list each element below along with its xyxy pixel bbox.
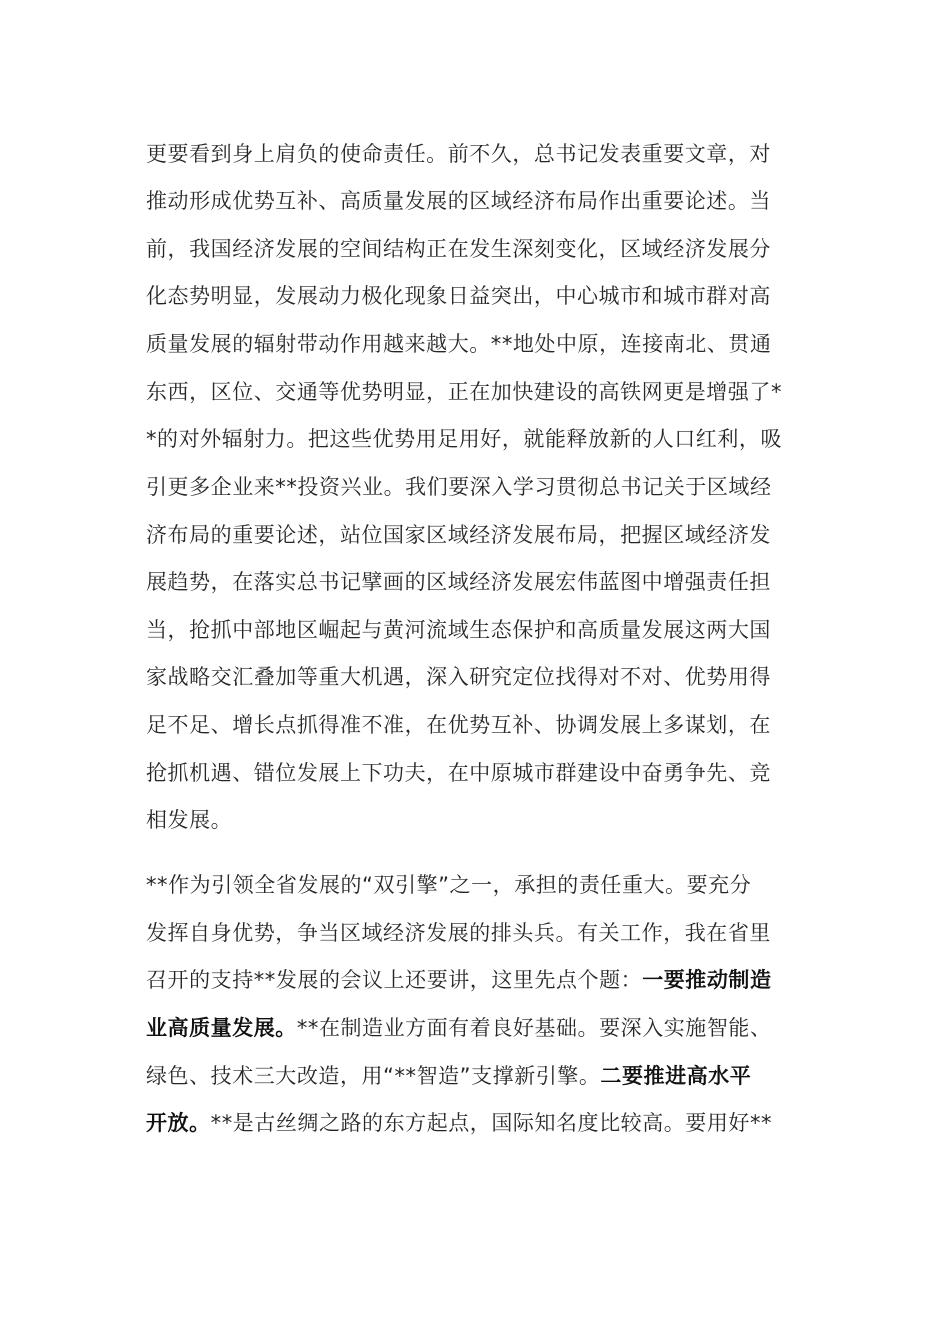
text-run: 绿色、技术三大改造，用“**智造”支撑新引擎。 [146,1064,601,1088]
bold-text-run: 开放。 [146,1111,211,1135]
paragraph-line-mixed [146,963,808,997]
paragraph-line: 引更多企业来**投资兴业。我们要深入学习贯彻总书记关于区域经 [146,475,772,499]
paragraph-line-mixed [146,1106,808,1140]
paragraph-line: 家战略交汇叠加等重大机遇，深入研究定位找得对不对、优势用得 [146,665,771,689]
text-run: **在制造业方面有着良好基础。要深入实施智能、 [296,1016,772,1040]
paragraph-line: 展趋势，在落实总书记擘画的区域经济发展宏伟蓝图中增强责任担 [146,570,771,594]
paragraph-line: 发挥自身优势，争当区域经济发展的排头兵。有关工作，我在省里 [146,921,771,945]
bold-text-run: 一要推动制造 [642,968,772,992]
paragraph-line: 足不足、增长点抓得准不准，在优势互补、协调发展上多谋划，在 [146,713,771,737]
paragraph-line: 更要看到身上肩负的使命责任。前不久，总书记发表重要文章，对 [146,142,771,166]
paragraph-line: 东西，区位、交通等优势明显，正在加快建设的高铁网更是增强了* [146,380,782,404]
paragraph-line-mixed [146,1059,808,1093]
paragraph-line-mixed [146,1011,808,1045]
paragraph-line: 前，我国经济发展的空间结构正在发生深刻变化，区域经济发展分 [146,237,771,261]
paragraph-line: 推动形成优势互补、高质量发展的区域经济布局作出重要论述。当 [146,189,771,213]
paragraph-line: **作为引领全省发展的“双引擎”之一，承担的责任重大。要充分 [146,873,752,897]
paragraph-line: *的对外辐射力。把这些优势用足用好，就能释放新的人口红利，吸 [146,427,782,451]
paragraph-line: 当，抢抓中部地区崛起与黄河流域生态保护和高质量发展这两大国 [146,618,771,642]
paragraph-line: 济布局的重要论述，站位国家区域经济发展布局，把握区域经济发 [146,523,771,547]
paragraph-line: 质量发展的辐射带动作用越来越大。**地处中原，连接南北、贯通 [146,332,772,356]
text-run: 召开的支持**发展的会议上还要讲，这里先点个题： [146,968,643,992]
paragraph-line: 抢抓机遇、错位发展上下功夫，在中原城市群建设中奋勇争先、竞 [146,761,771,785]
bold-text-run: 业高质量发展。 [146,1016,297,1040]
paragraph-line: 相发展。 [146,808,233,832]
text-run: **是古丝绸之路的东方起点，国际知名度比较高。要用好** [210,1111,773,1135]
bold-text-run: 二要推进高水平 [600,1064,752,1088]
paragraph-line: 化态势明显，发展动力极化现象日益突出，中心城市和城市群对高 [146,284,771,308]
